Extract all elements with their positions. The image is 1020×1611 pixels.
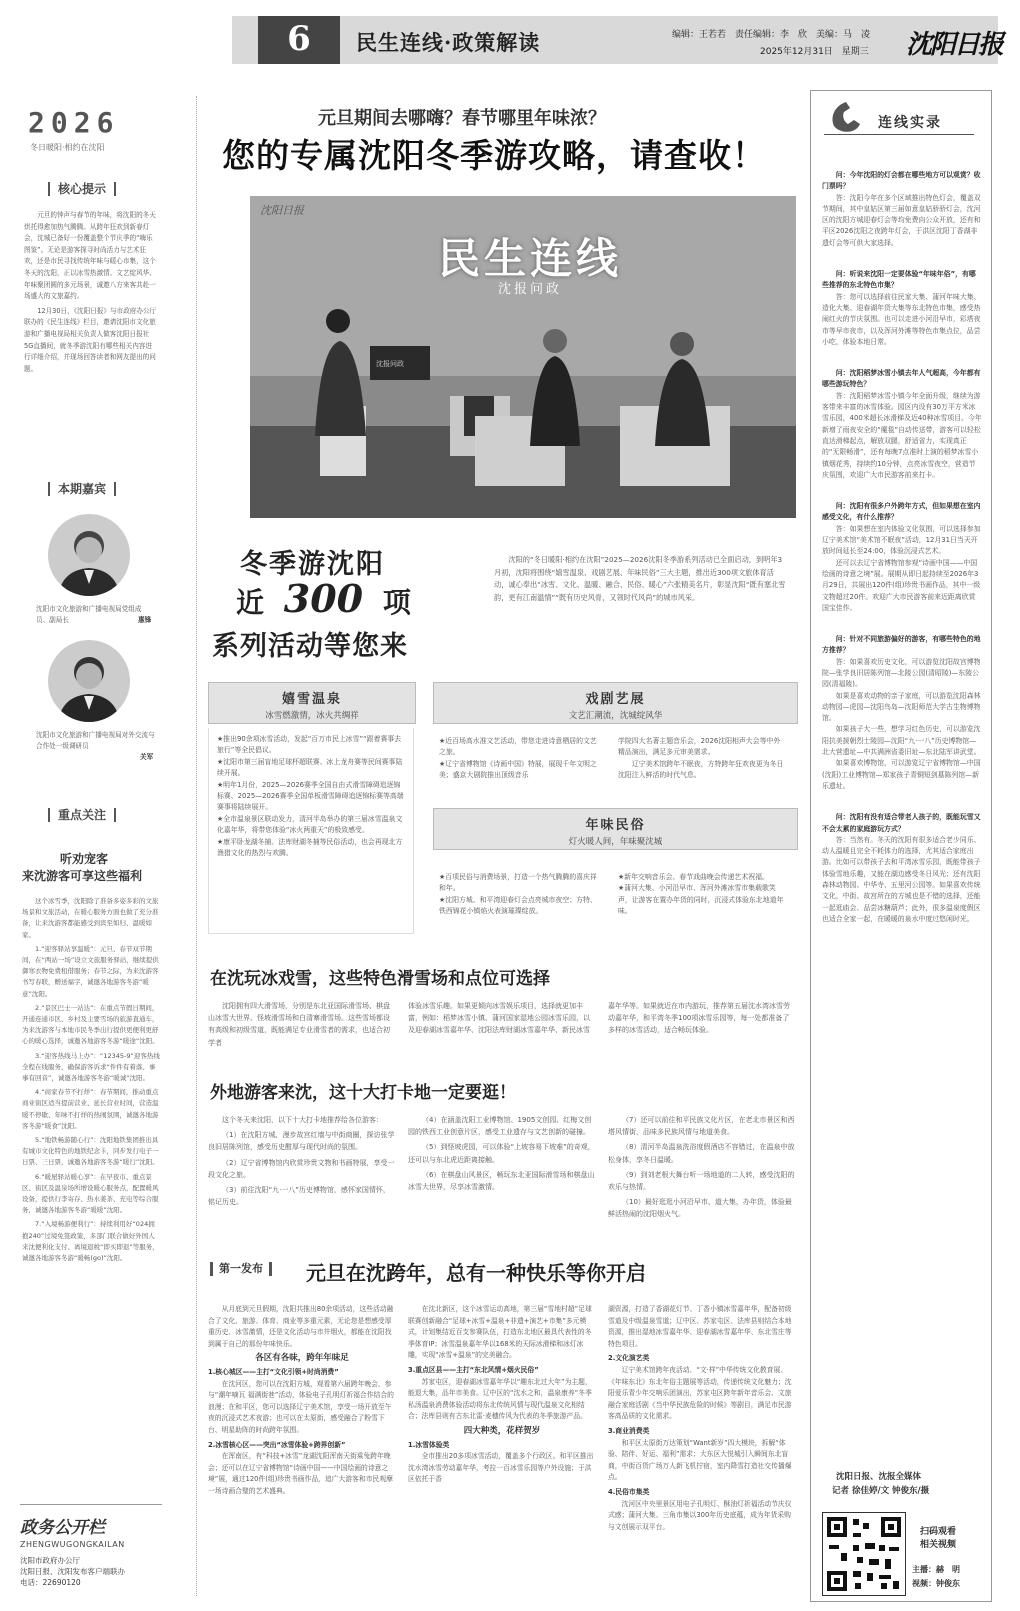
theme-box-sub: 文艺汇潮流，沈城绽风华 — [568, 711, 663, 721]
newyear-title: 元旦在沈跨年，总有一种快乐等你开启 — [306, 1261, 646, 1285]
qa-answer: 还可以去辽宁省博物馆参观“诗画中国——中国绘画的诗意之境”展。展期从即日起持续至2026年3月29日，共展出120件(组)珍贵书画作品，其中一级文物超过20件。欢迎广大市民游客前来近距离欣赏国宝佳作。 — [822, 558, 981, 612]
qa-answer: 答：您可以选择前往民家大集、蒲河年味大集、造化大集、迎春湖年货大集等东北特色市集，感受热闹红火的节庆氛围。也可以走进小河沿早市，彩塔夜市等早市夜市，以及浑河外滩等特色市集点位，品尝小吃，体验本地日常。 — [822, 292, 981, 346]
focus-headline-2: 来沈游客可享这些福利 — [22, 869, 143, 883]
snow-col-text: 体验冰雪乐趣。如果更倾向冰雪娱乐项目，选择就更加丰富，例如：稻梦冰雪小镇、蒲河国家湿地公园冰雪乐园，以及迎春湖冰雪嘉年华、沈阳法库财湖冰雪嘉年华、新民冰雪 — [408, 1002, 590, 1035]
feature-title-line2 — [236, 576, 411, 621]
newyear-item-head: 2.冰雪核心区——突出“冰雪体验+跨界创新” — [208, 1440, 346, 1449]
paper-name-logo: 沈阳日报 — [906, 30, 1003, 60]
theme-item: ★明年1月份，2025—2026赛季全国自由式滑雪障碍追逐锦标赛、2025—2026赛季全国单板滑雪障碍追逐锦标赛等高端赛事将陆续展开。 — [217, 780, 404, 812]
qa-answer: 如果是喜欢动物的亲子家庭，可以游览沈阳森林动物园—虎园—沈阳鸟岛—沈阳师范大学古生物博物馆。 — [822, 691, 981, 723]
qa-question: 问：沈阳稻梦冰雪小镇去年人气超高，今年都有哪些游玩特色？ — [822, 369, 981, 389]
qa-question: 问：今年沈阳的灯会都在哪些地方可以观赏？收门票吗？ — [822, 171, 981, 191]
theme-box-body — [612, 728, 792, 790]
logo-year: 2026 — [28, 106, 120, 139]
qa-question: 问：沈阳有没有适合带老人孩子的，既能玩雪又不会太累的家庭游玩方式？ — [822, 813, 981, 833]
theme-item: ★辽宁省博物馆《诗画中国》特展，展现千年文明之美；盛京大剧院推出顶级音乐 — [439, 759, 597, 780]
video-credit: 视频：钟俊东 — [912, 1579, 960, 1588]
newyear-paragraph: 辽宁美术馆跨年夜活动、“文·样”中华传统文化教育展、《年味东北》东北年俗主题展等活动，传递传统文化魅力；沈阳爱乐青少年交响乐团演出，苏家屯区跨年新年音乐会、文旅融合家庭活剧《当中华民族危险的时候》等剧目，满足市民游客高品质的文化需求。 — [608, 1365, 792, 1421]
spot-item: （8）清河半岛温泉洗浴度假酒店不容错过，在温泉中放松身体，享冬日温暖。 — [608, 1143, 795, 1164]
guest-portrait-1 — [48, 514, 130, 596]
header-date: 2025年12月31日 星期三 — [760, 47, 869, 57]
newyear-item-head: 1.核心城区——主打“文化引领+时尚消费” — [208, 1367, 339, 1376]
feature-title-line1: 冬季游沈阳 — [240, 549, 385, 580]
core-tips-paragraph: 元旦的钟声与春节的年味，将沈阳的冬天烘托得愈加热气腾腾。从跨年狂欢到新春灯会，沈城已备好一份覆盖整个节庆季的“嗨乐图鉴”。无论是游客探寻时尚活力与艺术狂欢，还是市民寻找传统年味与暖心市集，这个冬天的沈阳，正以冰雪热激情、文艺绽风华、年味聚团圆的多元场景，诚邀八方来客共赴一场盛大的文旅嘉约。 — [24, 211, 156, 301]
gov-column-line2: 沈阳日报、沈阳发布客户端联办 — [20, 1567, 125, 1576]
column-divider — [196, 96, 197, 1596]
theme-box-title: 嬉雪温泉 — [281, 692, 342, 707]
focus-title-text: 重点关注 — [58, 808, 107, 822]
snow-col-text: 嘉年华等。如果就近在市内游玩，推荐第五届沈水湾冰雪劳动嘉年华，和平湾冬季100项冰雪乐园等，每一处都准备了多样的冰雪活动，适合畅玩体验。 — [608, 1002, 790, 1035]
focus-intro: 这个冰雪季，沈阳除了准备多姿多彩的文旅场景和文旅活动，在暖心服务方面也做了充分准备，让来沈游客都能感受到宾至如归、温暖如家。 — [22, 897, 159, 939]
newyear-tag — [210, 1262, 272, 1276]
newyear-col-2 — [408, 1304, 596, 1489]
theme-item: 学院四大名著主题音乐会，2026沈阳相声大会等中外精品演出，满足多元审美需求。 — [618, 737, 781, 757]
focus-body — [22, 896, 160, 1267]
theme-item: ★百项民俗与消费场景，打造一个热气腾腾的喜庆祥和年。 — [439, 873, 597, 893]
phone-icon — [826, 96, 866, 136]
spot-item: （4）在涵盖沈阳工业博物馆、1905文创园、红梅文创园的铁西工业创意片区，感受工业遗存与文艺创新的碰撞。 — [408, 1116, 592, 1137]
qa-question: 问：针对不同旅游偏好的游客，有哪些特色的地方推荐？ — [822, 635, 981, 655]
focus-item: 5.“地铁畅游随心行”：沈阳地铁集团推出具有城市文化特色的地铁纪念卡，同步发行电子一日票、三日票，诚邀各地游客冬游“暖行”沈阳。 — [22, 1136, 159, 1167]
focus-item: 6.“暖屋驿站暖心享”：在早夜市、重点景区、街区及温泉场所增设暖心服务点，配置暖风设备，提供行李寄存、热水姜茶、充电等综合服务，诚邀各地游客冬游“暖暖”沈阳。 — [22, 1172, 159, 1215]
theme-box-title: 戏剧艺展 — [585, 692, 646, 707]
spots-col-2 — [408, 1114, 596, 1196]
qa-answer: 答：如果喜欢历史文化，可以游览沈阳故宫博物院—张学良旧居陈列馆—北陵公园(清昭陵)—东陵公园(清福陵)。 — [822, 657, 981, 689]
studio-photo — [250, 196, 796, 518]
spot-item: 这个冬天来沈阳，以下十大打卡地推荐给各位游客： — [222, 1116, 383, 1124]
theme-item: ★新年交响音乐会、春节戏曲晚会传递艺术祝福。 — [618, 873, 769, 881]
focus-item: 4.“商家春节不打烊”：春节期间，推动重点商业街区适当提前营业、延长营业时间，营造温暖不停歇、年味不打烊的热闹氛围，诚邀各地游客冬游“暖食”沈阳。 — [22, 1088, 159, 1130]
spot-item: （7）还可以前往和平民族文化片区，在老北市景区和西塔风情街，品味多民族风情与地道美食。 — [608, 1116, 795, 1137]
feature-intro-text: 沈阳的“冬日暖阳·相约在沈阳”2025—2026沈阳冬季游系列活动已全面启动，到明年3月初，沈阳将围绕“嬉雪温泉、戏剧艺展、年味民俗”三大主题，推出近300项文旅体育活动，诚心奉出“冰雪、文化、温暖、融合、民俗、暖心”六张精美名片，彰显沈阳“既有塞北雪韵，更有江南温情”“既有历史风骨，又领时代风尚”的城市风采。 — [494, 555, 786, 602]
guest-name: 关军 — [140, 753, 154, 761]
header-bar — [232, 16, 998, 64]
newyear-paragraph: 在沈北新区，这个冰雪运动高地，第三届“雪地村超”足球联赛创新融合“足球+冰雪+温泉+非遗+演艺+市集”多元模式，计划集结近百支参赛队伍，打造东北地区最具代表性的冬季体育IP；冰雪温泉嘉年华以168米的天际冰滑梯和冰灯冰雕，实现“冰雪+温泉”的完美融合。 — [408, 1305, 592, 1360]
theme-item: ★沈阳方城、和平湾迎春灯会点亮城市夜空；方特、铁西锦花小镇焰火表演璀璨绽放。 — [439, 895, 597, 916]
hotline-title: 连线实录 — [878, 115, 942, 131]
qa-question: 问：沈阳有很多户外跨年方式，但如果想在室内感受文化，有什么推荐？ — [822, 502, 981, 522]
theme-box-header — [433, 808, 798, 850]
banner-title: 民生连线 — [437, 234, 622, 283]
qr-code[interactable] — [822, 1512, 906, 1596]
theme-box-header — [208, 682, 416, 724]
page-number: 6 — [287, 19, 311, 59]
spot-item: （10）最好逛逛小河沿早市、道大集，办年货，体验最鲜活热闹的沈阳烟火气。 — [608, 1198, 792, 1219]
newyear-paragraph: 和平区太原街万达策划“Want新岁”四大模块，拆解“体验、陪伴、好运、福利”需求；大东区大悦城引入瞬间东北盲商，中街百货广场万人新飞机拧宿，室内降雪打造社交传播爆点。 — [608, 1438, 792, 1482]
qa-question: 问：听说来沈阳一定要体验“年味年俗”，有哪些推荐的东北特色市集？ — [822, 270, 976, 290]
newyear-tag-text: 第一发布 — [219, 1262, 263, 1275]
qa-answer: 答：如果想在室内体验文化氛围，可以选择参加辽宁美术馆“美术馆不眠夜”活动，12月31日当天开放时间延长至24:00，体验沉浸式艺术。 — [822, 524, 981, 556]
theme-box-body — [433, 866, 609, 924]
gov-column-phone: 电话：22690120 — [20, 1578, 81, 1587]
newyear-paragraph: 在沈河区，您可以在沈阳方城，观看第六届跨年晚会，参与“潮年嘀瓦 福满街巷”活动，体验电子孔明灯祈福合作结合的浪漫；在和平区，您可以选择辽宁美术馆，享受一场开放至午夜的沉浸式艺术夜游；也可以在太原街，感受融合了粉雪下台、明星助阵的时尚跨年氛围。 — [208, 1379, 394, 1434]
feature-intro — [494, 554, 788, 607]
guests-title-text: 本期嘉宾 — [58, 482, 107, 496]
feature-title-number: 300 — [283, 576, 364, 621]
photo-corner-logo: 沈阳日报 — [260, 204, 304, 217]
newyear-subhead: 四大种类，花样贺岁 — [463, 1425, 541, 1436]
credit-line-2: 记者 徐佳婷/文 钟俊东/摄 — [832, 1486, 930, 1496]
focus-item: 1.“迎客驿站享温暖”：元旦、春节双节期间，在“两站一场”设立文旅服务驿站，继续提供御寒衣物免费租借服务；春节之际，为来沈游客书写春联，赠送福字，诚邀各地游客冬游“暖意”沈阳。 — [22, 944, 159, 998]
feature-title-near: 近 — [236, 586, 265, 619]
theme-box-sub: 灯火暖人间，年味聚沈城 — [568, 837, 663, 847]
newyear-paragraph: 在浑南区，有“科技+冰雪”龙湖沈阳浑南天街乘兔跨年晚会；还可以在辽宁省博物馆“诗画中国——中国绘画的诗意之境”展，通过120件(组)珍贵书画作品，追广大游客和市民观摩一场诗画合璧的艺术盛典。 — [208, 1452, 393, 1495]
newyear-paragraph: 全市推出20多项冰雪活动，覆盖多个行政区。和平区推出沈水湾冰雪劳动嘉年华，考拉一百冰雪乐园等户外设施；于洪区依托于香 — [408, 1452, 594, 1484]
theme-item: ★近百场高水准文艺活动，带您走进诗意栖居的文艺之旅。 — [439, 737, 597, 757]
snow-section-title: 在沈玩冰戏雪，这些特色滑雪场和点位可选择 — [210, 969, 550, 989]
qa-answer: 答：沈阳稻梦冰雪小镇今年全面升级，继续为游客带来丰富的冰雪体验。园区内设有30万平方米冰雪乐园，400米超长冰滑梯及近40种冰雪项目。今年新增了雨夜安全的“魔毯”自动传送带，游客可以轻松直达滑梯起点，解放双腿，舒适省力，实现真正的“无限畅滑”，还有每晚7点准时上演的稻梦冰雪小镇烟花秀，持续约10分钟，点亮冰雪夜空，营造节庆氛围，欢迎广大市民游客前来打卡。 — [822, 391, 982, 479]
qa-answer: 答：沈阳今年在多个区域推出特色灯会，覆盖双节期间，其中皇姑区第三届如意皇姑骄骄灯会，沈河区的沈阳方城迎春灯会等均免费向公众开放，还有和平区2026沈阳之夜跨年灯会，于洪区沈阳丁香湖非遗灯会等可供大家选择。 — [822, 193, 981, 247]
theme-box-body — [208, 728, 414, 934]
gov-column-pinyin: ZHENGWUGONGKAILAN — [20, 1540, 125, 1549]
core-tips-title — [48, 182, 116, 196]
screen-text: 沈报问政 — [376, 360, 404, 368]
theme-box-body — [612, 866, 792, 924]
theme-item: ★推出90余项冰雪活动，发起“百万市民上冰雪”“跟着赛事去旅行”等全民倡议。 — [217, 735, 402, 755]
focus-title — [48, 808, 116, 822]
headline-title: 您的专属沈阳冬季游攻略，请查收！ — [222, 136, 766, 175]
guest-desc: 沈阳市文化旅游和广播电视局对外交流与合作处一级调研员 — [36, 731, 155, 750]
spot-item: （1）在沈阳方城，漫步故宫红墙与中街商圈，探访张学良旧居陈列馆，感受历史酣厚与现代时尚的氛围。 — [208, 1131, 395, 1152]
section-title: 民生连线·政策解读 — [356, 30, 541, 55]
focus-headline-1: 听劝宠客 — [60, 852, 109, 866]
banner-subtitle: 沈报问政 — [497, 282, 562, 297]
theme-item: ★全市温泉景区联动发力，清河半岛举办的第三届冰雪温泉文化嘉年华，将带您体验“冰火两重天”的极致感受。 — [217, 814, 403, 835]
snow-col-text: 沈阳拥有四大滑雪场，分别是东北亚国际滑雪场、棋盘山冰雪大世界、怪坡滑雪场和白清寨滑雪场。这些雪场都设有高级和初级雪道，既能满足专业滑雪者的需求，也适合初学者 — [208, 1002, 390, 1047]
credit-line-1: 沈阳日报、沈报全媒体 — [836, 1472, 922, 1482]
newyear-intro: 从月底到元旦假期，沈阳共推出80余项活动，这些活动融合了文化、旅游、体育、商业等多重元素，无论您是想感受厚重历史、冰雪激情，还是文化活动与市井烟火，都能在沈阳找到属于自己的那份年味快乐。 — [208, 1305, 394, 1348]
theme-box-sub: 冰雪燃激情，冰火共绸祥 — [265, 711, 359, 721]
core-tips-paragraph: 12月30日，《沈阳日报》与市政府办公厅联办的《民生连线》栏目，邀请沈阳市文化旅游和广播电视局相关负责人做客沈阳日报社5G直播间，就冬季游沈阳有哪些相关内容进行详细介绍，并现场回答读者和网友提出的问题。 — [24, 306, 157, 373]
host-credit: 主播：赫 明 — [912, 1565, 960, 1574]
spots-section-title: 外地游客来沈，这十大打卡地一定要逛！ — [210, 1083, 516, 1103]
core-tips-title-text: 核心提示 — [58, 182, 107, 196]
qr-label-1: 扫码观看 — [920, 1527, 957, 1537]
spot-item: （3）前往沈阳“九·一八”历史博物馆，感怀家国情怀，铭记历史。 — [208, 1186, 390, 1207]
core-tips-body — [24, 210, 158, 378]
feature-title-item: 项 — [382, 586, 411, 619]
spot-item: （5）到怪坡虎园，可以体验“上坡容易下坡难”的奇观，还可以与东北虎近距离接触。 — [408, 1143, 595, 1164]
theme-item: ★康平卧龙湖冬捕、法库财湖冬捕等民俗活动，也会再现北方渔猎文化的热烈与欢腾。 — [217, 837, 403, 858]
spot-item: （2）辽宁省博物馆内欣赏珍贵文物和书画特展，享受一段文化之旅。 — [208, 1158, 395, 1179]
spot-item: （9）到刘老根大舞台听一场地道的二人转，感受沈阳的欢乐与热情。 — [608, 1170, 795, 1192]
theme-box-header — [433, 682, 798, 724]
newyear-item-head: 3.重点区县——主打“东北风情+烟火民俗” — [408, 1365, 539, 1374]
qr-code-icon — [823, 1513, 905, 1595]
guests-title — [48, 482, 116, 496]
spots-col-1 — [208, 1114, 396, 1211]
qa-answer: 答：当然有。冬天的沈阳有很多适合老少同乐、动人温暖且完全不耗体力的选择，尤其适合家庭出游。比如可以带孩子去和平湾冰雪乐园，既能带孩子体验雪地乐趣，又能在湖边感受冬日风光；还有沈阳森林动物园、中华寺、五里河公园等。如果喜欢传统文化，中街、故宫所在的方城也是不错的选择，还能一起逛庙会、品尝冰糖葫芦；此外，很多温泉度假区也适合全家一起，在暖暖的泉水中度过悠闲时光。 — [822, 835, 981, 923]
theme-item: 辽宁美术馆跨年不眠夜，方特跨年狂欢夜更为冬日沈阳注入鲜活的时代气息。 — [618, 759, 784, 780]
logo-slogan: 冬日暖阳·相约在沈阳 — [30, 143, 105, 152]
snow-col-1 — [208, 1000, 396, 1052]
qa-answer: 如果喜欢博物馆，可以游览辽宁省博物馆—中国(沈阳)工业博物馆—郑家孩子青铜短剑墓陈列馆—新乐遗址。 — [822, 759, 981, 790]
theme-item: ★蒲河大集、小河沿早市、浑河外滩冰雪市集载歌笑声，让游客在置办年货的同时，沉浸式体验东北地道年味。 — [618, 884, 784, 916]
newyear-item-head: 3.商业消费类 — [608, 1426, 650, 1435]
campaign-logo — [28, 108, 156, 142]
snow-col-2 — [408, 1000, 596, 1040]
phone-handset-icon — [826, 96, 866, 136]
theme-box-body — [433, 728, 609, 790]
newyear-paragraph: 湖资源，打造了香湖花灯节、丁香小镇冰雪嘉年华，配备初级雪道及中级温泉雪道；辽中区、苏家屯区、法库县则结合本地资源，推出湿地冰雪嘉年华、迎春湖冰雪嘉年华、东北雪庄等特色项目。 — [608, 1305, 792, 1348]
headline-kicker: 元旦期间去哪嗨？春节哪里年味浓？ — [318, 108, 606, 129]
focus-item: 3.“迎客热线马上办”：“12345-9”迎客热线全程在线服务，确保游客诉求“件件有着落、事事有回音”，诚邀各地游客冬游“暖诚”沈阳。 — [22, 1051, 160, 1083]
theme-item: ★沈阳市第三届盲地足球杯超联赛、冰上龙舟赛等民间赛事陆续开展。 — [217, 757, 403, 778]
spots-col-3 — [608, 1114, 796, 1224]
qr-label-2: 相关视频 — [920, 1540, 957, 1550]
snow-col-3 — [608, 1000, 796, 1040]
newyear-paragraph: 苏家屯区，迎春湖冰雪嘉年华以“趣东北过大年”为主题，能退大集，品年市美食。辽中区的“沈水之和，温泉康养”冬季私汤温泉消费体验活动将东北传统风情与现代温泉文化相结合；法库县则有古东北雷·麦穗传风为代表的冬季旅游产品。 — [408, 1377, 592, 1421]
gov-column-line1: 沈阳市政府办公厅 — [20, 1556, 80, 1565]
newyear-col-1 — [208, 1304, 396, 1501]
guest-avatar — [48, 640, 130, 722]
theme-box-title: 年味民俗 — [585, 818, 646, 833]
newyear-col-3 — [608, 1304, 796, 1536]
spot-item: （6）在棋盘山风景区，畅玩东北亚国际滑雪场和棋盘山冰雪大世界，尽享冰雪激情。 — [408, 1170, 595, 1192]
qa-answer: 如果孩子大一些，想学习红色历史，可以游览沈阳抗美援朝烈士陵园—沈阳“九·一八”历史博物馆—北大营遗址—中共满洲省委旧址—东北陆军讲武堂。 — [822, 725, 981, 757]
guest-desc: 沈阳市文化旅游和广播电视局党组成员、副局长 — [36, 605, 142, 624]
gov-column-title: 政务公开栏 — [20, 1518, 105, 1538]
hotline-qa-list — [822, 170, 982, 925]
hotline-divider — [824, 134, 974, 135]
header-editors: 编辑：王若若 责任编辑：李 欣 美编：马 凌 — [672, 30, 871, 40]
newyear-subhead: 各区有各味，跨年年味足 — [255, 1353, 349, 1364]
guest-name: 惠锋 — [138, 616, 152, 624]
newyear-item-head: 1.冰雪体验类 — [408, 1440, 450, 1449]
focus-item: 2.“景区巴士一站达”：在重点节假日期间，开通连通市区、乡村及主要雪场的旅游直通车，为来沈游客与本地市民冬季出行提供更便利更舒心的暖心选择，诚邀各地游客冬游“暖途”沈阳。 — [22, 1003, 159, 1046]
guest-avatar — [48, 514, 130, 596]
feature-title-line3: 系列活动等您来 — [212, 631, 408, 662]
newyear-item-head: 4.民俗市集类 — [608, 1487, 650, 1496]
newyear-item-head: 2.文化演艺类 — [608, 1354, 650, 1363]
guest-portrait-2 — [48, 640, 130, 722]
focus-item: 7.“入境畅游便利行”：持续利用好“024拥抱240”过境免签政策，多部门联合做好外国人来沈便利化支付、离境退税“即买即退”等服务，诚邀各地游客冬游“暖畅(go)”沈阳。 — [22, 1220, 159, 1263]
gov-column-box — [20, 1504, 162, 1595]
newyear-paragraph: 沈河区中央里景区用电子孔明灯、酥油灯祈福活动节庆仪式感；蒲河大集、三角市集以300年历史底蕴，成为年货采购与文创展示双平台。 — [608, 1499, 792, 1531]
